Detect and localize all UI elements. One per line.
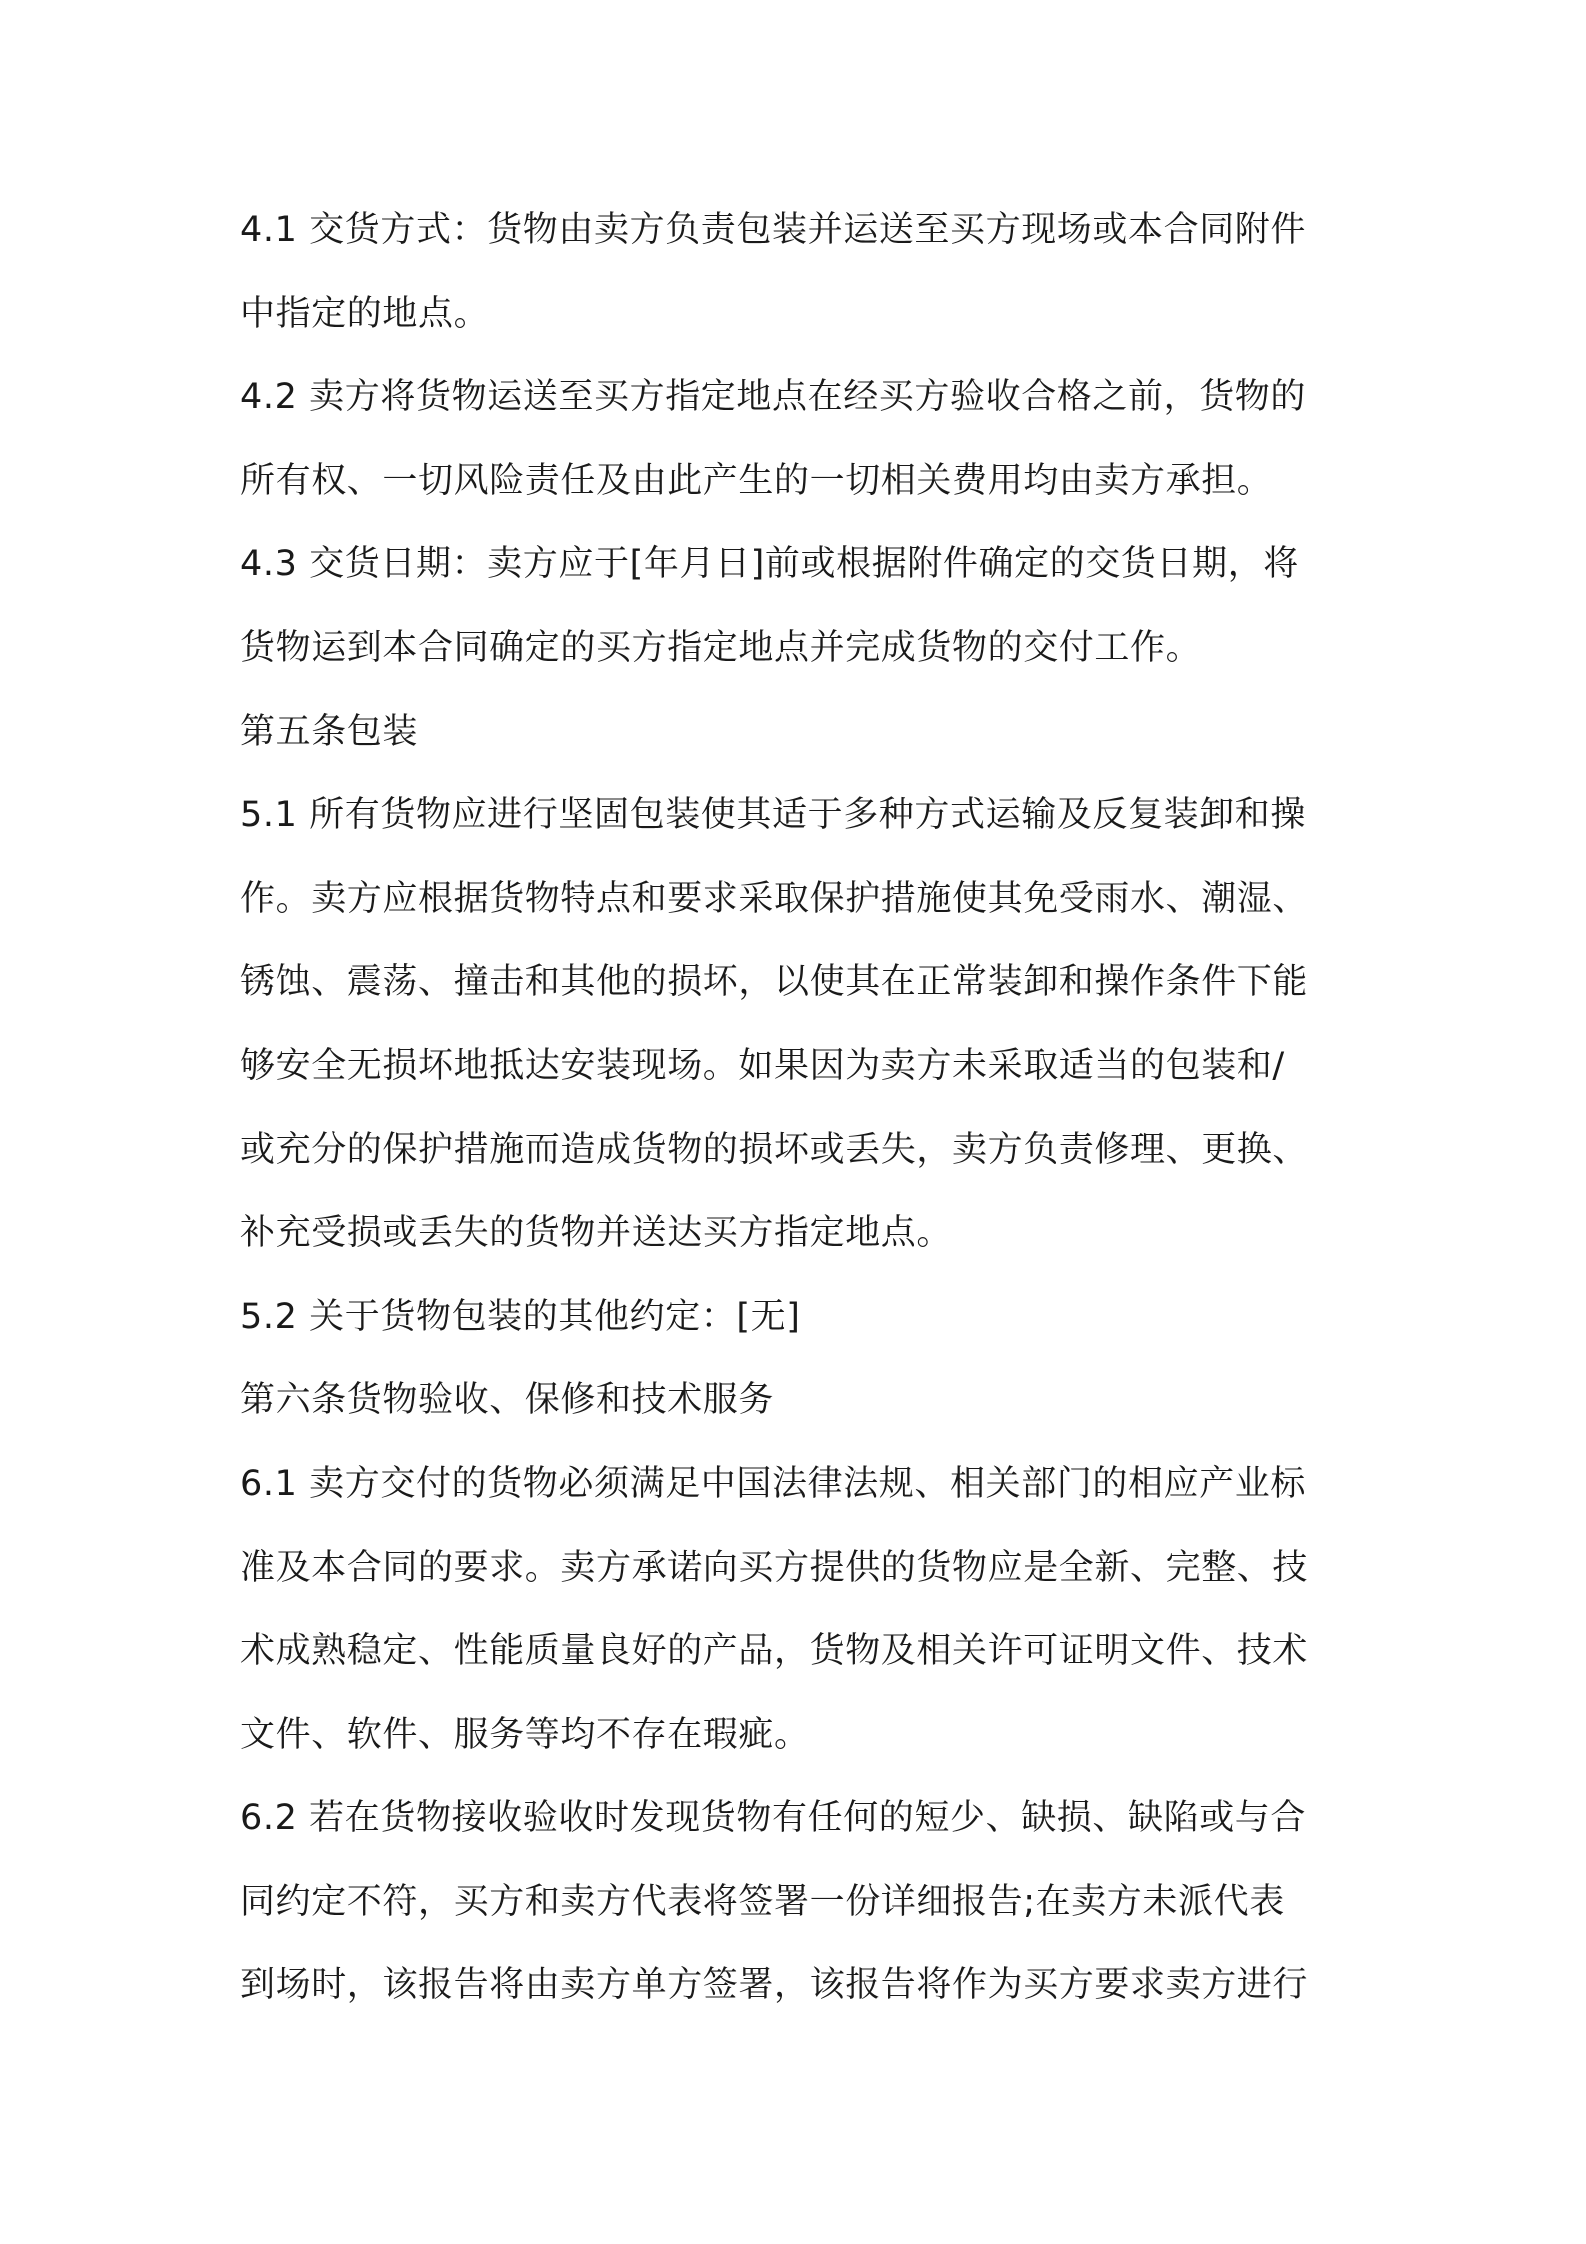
clause-5-1-line-2: 作。卖方应根据货物特点和要求采取保护措施使其免受雨水、潮湿、 bbox=[240, 878, 1309, 919]
clause-6-2-line-2: 同约定不符，买方和卖方代表将签署一份详细报告;在卖方未派代表 bbox=[240, 1881, 1285, 1922]
clause-4-3-line-2: 货物运到本合同确定的买方指定地点并完成货物的交付工作。 bbox=[240, 627, 1202, 668]
clause-5-1-line-1: 5.1 所有货物应进行坚固包装使其适于多种方式运输及反复装卸和操 bbox=[240, 795, 1306, 836]
clause-4-2-line-1: 4.2 卖方将货物运送至买方指定地点在经买方验收合格之前，货物的 bbox=[240, 377, 1306, 418]
clause-6-1-line-4: 文件、软件、服务等均不存在瑕疵。 bbox=[240, 1714, 810, 1755]
clause-5-1-line-4: 够安全无损坏地抵达安装现场。如果因为卖方未采取适当的包装和/ bbox=[240, 1045, 1285, 1086]
clause-6-1-line-2: 准及本合同的要求。卖方承诺向买方提供的货物应是全新、完整、技 bbox=[240, 1547, 1309, 1588]
article-6-heading: 第六条货物验收、保修和技术服务 bbox=[240, 1380, 775, 1421]
clause-5-1-line-5: 或充分的保护措施而造成货物的损坏或丢失，卖方负责修理、更换、 bbox=[240, 1129, 1309, 1170]
clause-4-1-line-2: 中指定的地点。 bbox=[240, 293, 490, 334]
article-5-heading: 第五条包装 bbox=[240, 711, 419, 752]
clause-6-2-line-1: 6.2 若在货物接收验收时发现货物有任何的短少、缺损、缺陷或与合 bbox=[240, 1798, 1306, 1839]
clause-4-1-line-1: 4.1 交货方式：货物由卖方负责包装并运送至买方现场或本合同附件 bbox=[240, 210, 1306, 250]
document-body bbox=[240, 195, 1350, 2034]
clause-5-1-line-3: 锈蚀、震荡、撞击和其他的损坏，以使其在正常装卸和操作条件下能 bbox=[240, 962, 1309, 1003]
clause-4-2-line-2: 所有权、一切风险责任及由此产生的一切相关费用均由卖方承担。 bbox=[240, 460, 1273, 501]
clause-5-2-line-1: 5.2 关于货物包装的其他约定：[无] bbox=[240, 1296, 801, 1337]
clause-6-2-line-3: 到场时，该报告将由卖方单方签署，该报告将作为买方要求卖方进行 bbox=[240, 1965, 1309, 2006]
clause-6-1-line-1: 6.1 卖方交付的货物必须满足中国法律法规、相关部门的相应产业标 bbox=[240, 1463, 1306, 1504]
clause-6-1-line-3: 术成熟稳定、性能质量良好的产品，货物及相关许可证明文件、技术 bbox=[240, 1631, 1309, 1672]
clause-4-3-line-1: 4.3 交货日期：卖方应于[年月日]前或根据附件确定的交货日期，将 bbox=[240, 544, 1299, 585]
clause-5-1-line-6: 补充受损或丢失的货物并送达买方指定地点。 bbox=[240, 1213, 953, 1254]
